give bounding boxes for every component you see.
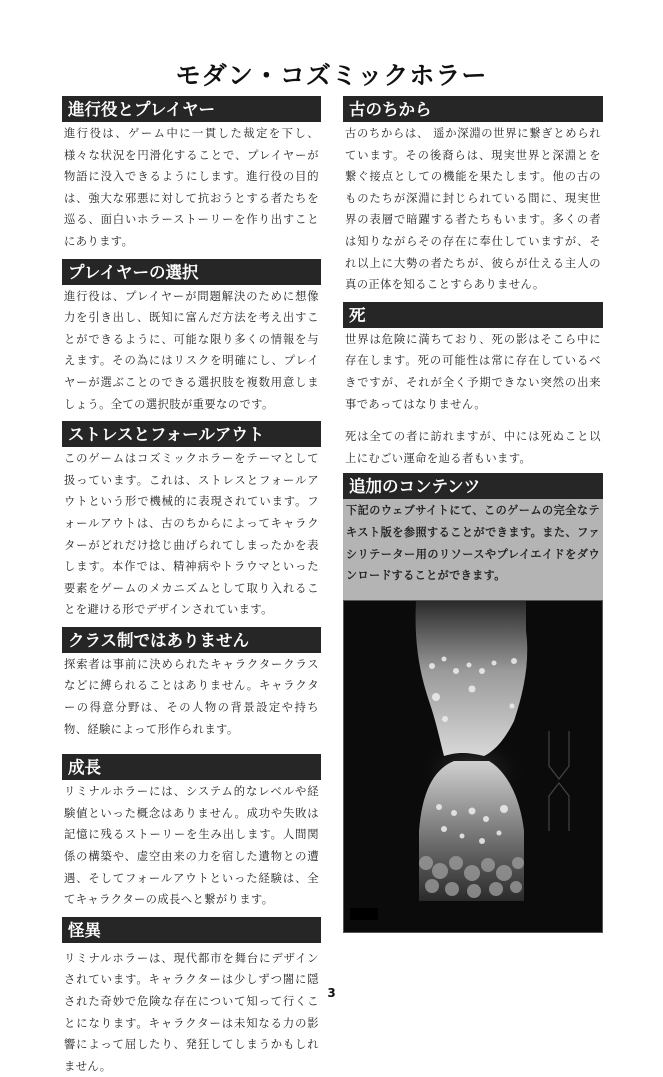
section-stress-and-fallout (62, 421, 321, 621)
section-heading: 成長 (62, 754, 321, 780)
artwork-illustration (344, 601, 602, 932)
section-growth (62, 754, 321, 911)
left-column (62, 96, 321, 1077)
section-paragraph: 世界は危険に満ちており、死の影はそこら中に存在します。死の可能性は常に存在しているべきですが、それが全く予期できない突然の出来事であってはなりません。 (345, 332, 601, 411)
page-number: 3 (327, 986, 336, 1000)
section-heading: 進行役とプレイヤー (62, 96, 321, 122)
section-heading: 古のちから (343, 96, 603, 122)
section-ancient-powers (343, 96, 603, 296)
section-paragraph: 下記のウェブサイトにて、このゲームの完全なテキスト版を参照することができます。また、ファシリテーター用のリソースやプレイエイドをダウンロードすることができます。 (346, 504, 600, 583)
cosmic-horror-artwork (343, 600, 603, 933)
section-paragraph: 進行役は、プレイヤーが問題解決のために想像力を引き出し、既知に富んだ方法を考え出すことができるように、可能な限り多くの情報を与えます。その為にはリスクを明確にし、プレイヤーが選ぶことのできる選択肢を複数用意しましょう。全ての選択肢が重要なのです。 (64, 289, 319, 411)
section-gm-and-players (62, 96, 321, 253)
section-death (343, 302, 603, 470)
section-heading: プレイヤーの選択 (62, 259, 321, 285)
section-paragraph: リミナルホラーは、現代都市を舞台にデザインされています。キャラクターは少しずつ闇に隠された奇妙で危険な存在について知って行くことになります。キャラクターは未知なる力の影響によって屈したり、発狂してしまうかもしれません。 (64, 951, 319, 1073)
section-classless (62, 627, 321, 740)
section-heading: クラス制ではありません (62, 627, 321, 653)
section-heading: ストレスとフォールアウト (62, 421, 321, 447)
section-paragraph: 探索者は事前に決められたキャラクタークラスなどに縛られることはありません。キャラクターの得意分野は、その人物の背景設定や持ち物、経験によって形作られます。 (64, 657, 319, 736)
section-paragraph: リミナルホラーには、システム的なレベルや経験値といった概念はありません。成功や失敗は記憶に残るストーリーを生み出します。人間関係の構築や、虚空由来の力を宿した遺物との遭遇、そしてフォールアウトといった経験は、全てキャラクターの成長へと繋がります。 (64, 785, 319, 907)
section-paragraph: 死は全ての者に訪れますが、中には死ぬこと以上にむごい運命を辿る者もいます。 (345, 430, 601, 465)
page-title: モダン・コズミックホラー (175, 61, 488, 90)
section-player-choice (62, 259, 321, 416)
section-heading: 怪異 (62, 917, 321, 943)
section-heading: 死 (343, 302, 603, 328)
section-paragraph: 進行役は、ゲーム中に一貫した裁定を下し、様々な状況を円滑化することで、プレイヤーが物語に没入できるようにします。進行役の目的は、強大な邪悪に対して抗おうとする者たちを巡る、面白いホラーストーリーを作り出すことにあります。 (64, 127, 319, 248)
section-paragraph: 古のちからは、 遥か深淵の世界に繋ぎとめられています。その後裔らは、現実世界と深淵とを繋ぐ接点としての機能を果たします。他の古のものたちが深淵に封じられている間に、現実世界の表層で暗躍する者たちもいます。多くの者は知りながらその存在に奉仕していますが、それ以上に大勢の者たちが、彼らが仕える主人の真の正体を知ることすらありません。 (345, 127, 601, 292)
right-column (343, 96, 603, 626)
section-paragraph: このゲームはコズミックホラーをテーマとして扱っています。これは、ストレスとフォールアウトという形で機械的に表現されています。フォールアウトは、古のちからによってキャラクターがどれだけ捻じ曲げられてしまったかを表します。本作では、精神病やトラウマといった要素をゲームのメカニズムとして取り入れることを避ける形でデザインされています。 (64, 452, 319, 617)
section-heading: 追加のコンテンツ (343, 473, 603, 499)
